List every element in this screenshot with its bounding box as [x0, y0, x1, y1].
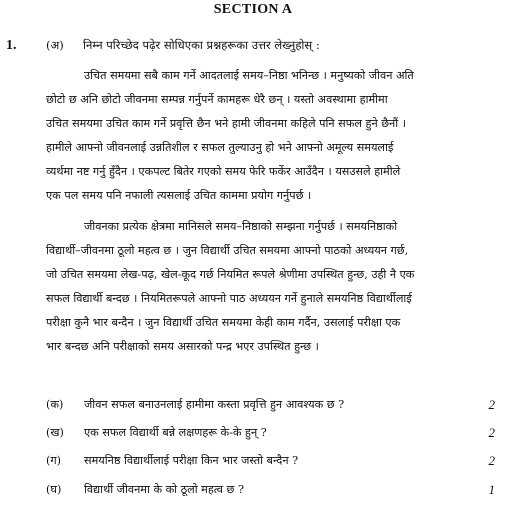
passage-line: विद्यार्थी–जीवनमा ठूलो महत्व छ । जुन विद्यार्थी उचित समयमा आफ्नो पाठको अध्ययन गर्छ,	[46, 244, 409, 257]
sub-question-marks: 2	[488, 425, 495, 440]
passage-line: जो उचित समयमा लेख-पढ़, खेल-कूद गर्छ नियमित रूपले श्रेणीमा उपस्थित हुन्छ, उही नै एक	[46, 268, 415, 281]
passage-line: उचित समयमा सबै काम गर्ने आदतलाई समय–निष्ठा भनिन्छ । मनुष्यको जीवन अति	[84, 69, 414, 82]
sub-question-text: विद्यार्थी जीवनमा के को ठूलो महत्व छ ?	[84, 483, 244, 496]
sub-question-ka	[46, 395, 495, 415]
sub-question-marks: 1	[488, 482, 495, 497]
sub-question-ga	[46, 451, 495, 471]
sub-question-text: एक सफल विद्यार्थी बन्ने लक्षणहरू के-के हुन् ?	[84, 426, 267, 439]
sub-question-marks: 2	[488, 397, 495, 412]
sub-question-gha	[46, 480, 495, 500]
sub-question-text: जीवन सफल बनाउनलाई हामीमा कस्ता प्रवृत्ति हुन आवश्यक छ ?	[84, 398, 345, 411]
passage-line: एक पल समय पनि नफाली त्यसलाई उचित काममा प्रयोग गर्नुपर्छ ।	[46, 189, 312, 202]
sub-question-text: समयनिष्ठ विद्यार्थीलाई परीक्षा किन भार जस्तो बन्दैन ?	[84, 454, 299, 467]
sub-question-label: (ग)	[46, 454, 62, 467]
sub-question-label: (घ)	[46, 483, 62, 496]
passage-line: हामीले आफ्नो जीवनलाई उन्नतिशील र सफल तुल्याउनु हो भने आफ्नो अमूल्य समयलाई	[46, 141, 394, 154]
sub-question-kha	[46, 423, 495, 443]
question-part-marker: (अ)	[46, 38, 64, 52]
sub-question-marks: 2	[488, 453, 495, 468]
passage-line: छोटो छ अनि छोटो जीवनमा सम्पन्न गर्नुपर्ने कामहरू धेरै छन् । यस्तो अवस्थामा हामीमा	[46, 93, 388, 106]
passage-paragraph-2	[46, 215, 495, 359]
passage-line: सफल विद्यार्थी बन्दछ । नियमितरूपले आफ्नो पाठ अध्ययन गर्ने हुनाले समयनिष्ठ विद्यार्थीलाई	[46, 292, 412, 305]
passage-line: उचित समयमा उचित काम गर्ने प्रवृत्ति छैन भने हामी जीवनमा कहिले पनि सफल हुने छैनौं ।	[46, 117, 406, 130]
sub-question-label: (ख)	[46, 426, 64, 439]
question-instruction: निम्न परिच्छेद पढ़ेर सोधिएका प्रश्नहरूका उत्तर लेख्नुहोस् :	[83, 38, 320, 52]
section-title: SECTION A	[213, 2, 293, 17]
question-number: 1.	[6, 38, 17, 53]
sub-question-label: (क)	[46, 398, 64, 411]
passage-line: व्यर्थमा नष्ट गर्नु हुँदैन । एकपल्ट बितेर गएको समय फेरि फर्केर आउँदैन । यसउसले हामीले	[46, 165, 401, 178]
passage-line: परीक्षा कुनै भार बन्दैन । जुन विद्यार्थी उचित समयमा केही काम गर्दैन, उसलाई परीक्षा एक	[46, 316, 401, 329]
passage-paragraph-1	[46, 64, 495, 208]
passage-line: भार बन्दछ अनि परीक्षाको समय असारको पन्द्र भएर उपस्थित हुन्छ ।	[46, 340, 319, 353]
passage-line: जीवनका प्रत्येक क्षेत्रमा मानिसले समय–निष्ठाको सम्झना गर्नुपर्छ । समयनिष्ठाको	[84, 220, 398, 233]
